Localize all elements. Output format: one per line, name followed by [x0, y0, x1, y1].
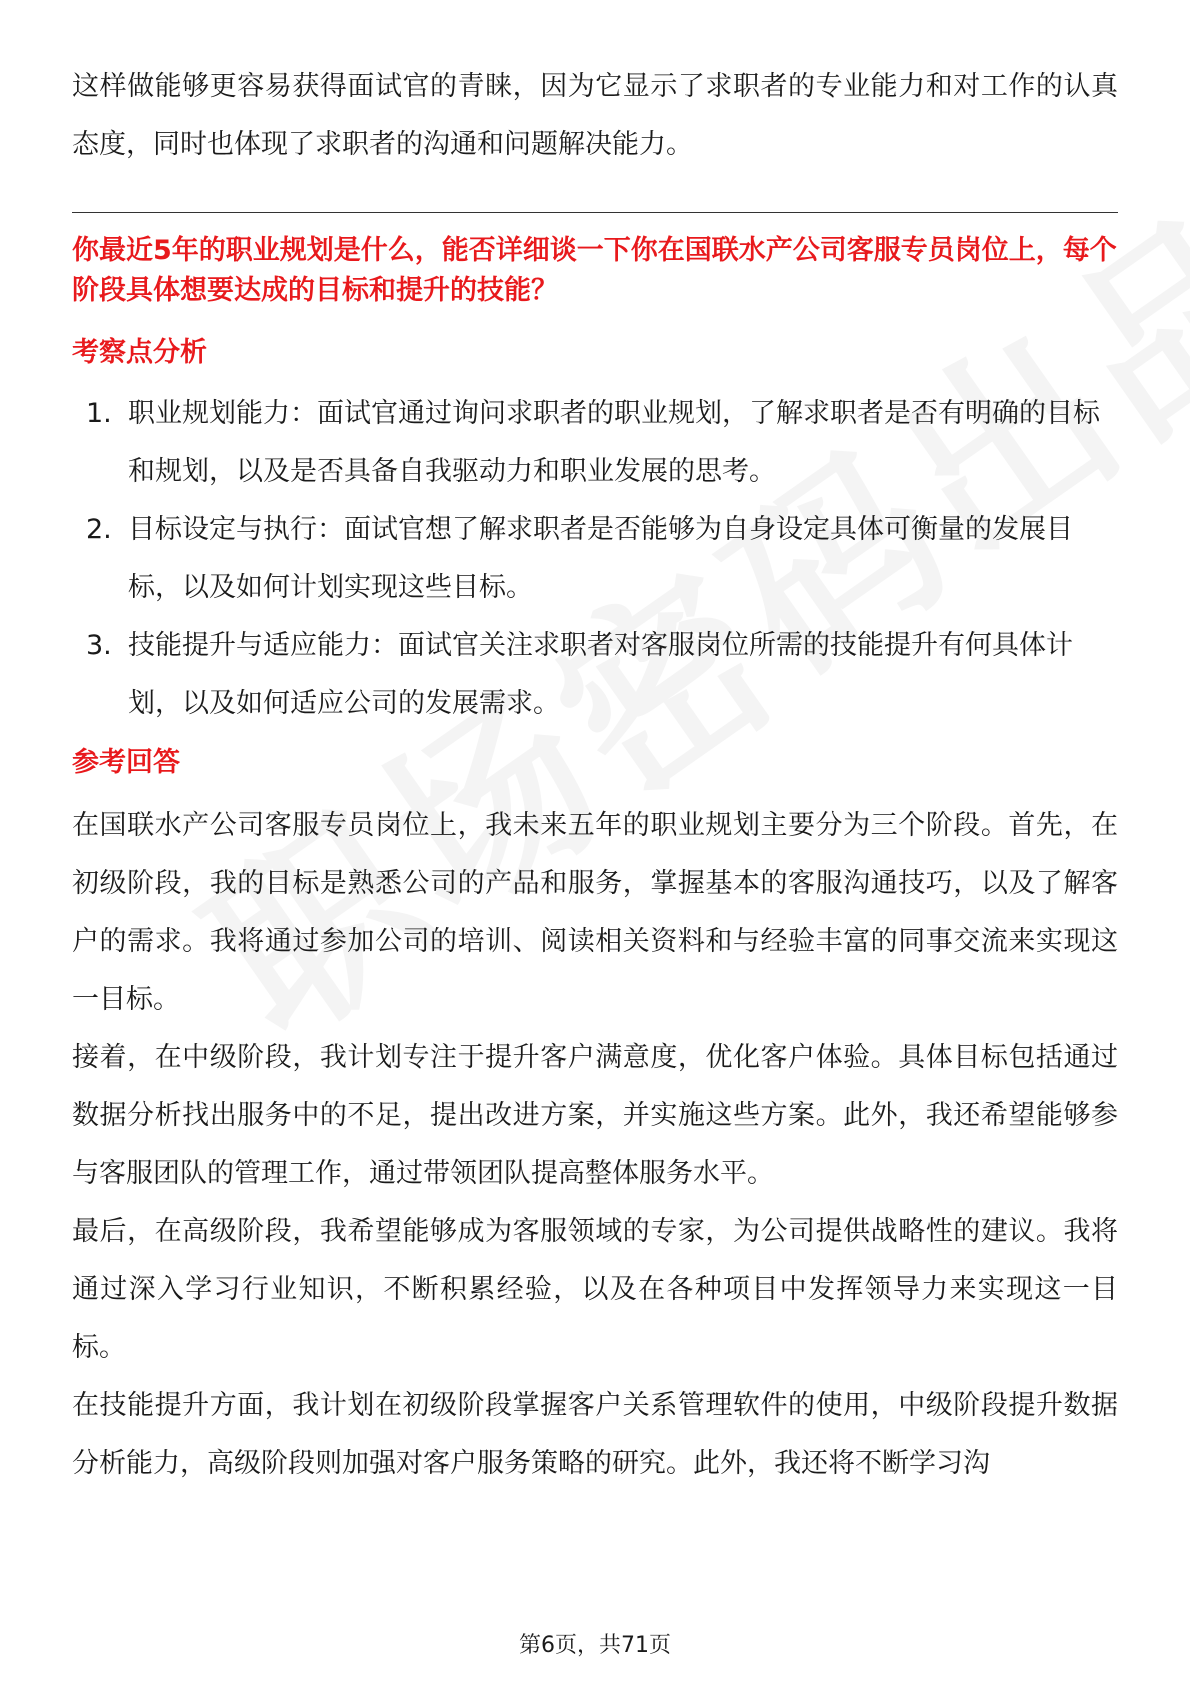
analysis-point	[72, 501, 1118, 617]
analysis-point-text: 职业规划能力：面试官通过询问求职者的职业规划，了解求职者是否有明确的目标和规划，以及是否具备自我驱动力和职业发展的思考。	[128, 398, 1100, 487]
analysis-point	[72, 617, 1118, 733]
answer-paragraph: 最后，在高级阶段，我希望能够成为客服领域的专家，为公司提供战略性的建议。我将通过深入学习行业知识，不断积累经验，以及在各种项目中发挥领导力来实现这一目标。	[72, 1216, 1118, 1363]
analysis-list	[72, 385, 1118, 733]
answer-heading: 参考回答	[72, 747, 180, 778]
analysis-point	[72, 385, 1118, 501]
interview-question: 你最近5年的职业规划是什么，能否详细谈一下你在国联水产公司客服专员岗位上，每个阶段具体想要达成的目标和提升的技能？	[72, 235, 1117, 306]
answer-paragraph: 接着，在中级阶段，我计划专注于提升客户满意度，优化客户体验。具体目标包括通过数据分析找出服务中的不足，提出改进方案，并实施这些方案。此外，我还希望能够参与客服团队的管理工作，通过带领团队提高整体服务水平。	[72, 1042, 1118, 1189]
analysis-point-number: 2.	[86, 514, 112, 545]
analysis-heading: 考察点分析	[72, 337, 207, 368]
answer-paragraph: 在技能提升方面，我计划在初级阶段掌握客户关系管理软件的使用，中级阶段提升数据分析能力，高级阶段则加强对客户服务策略的研究。此外，我还将不断学习沟	[72, 1390, 1118, 1479]
analysis-point-number: 1.	[86, 398, 112, 429]
intro-paragraph: 这样做能够更容易获得面试官的青睐，因为它显示了求职者的专业能力和对工作的认真态度，同时也体现了求职者的沟通和问题解决能力。	[72, 71, 1118, 160]
page-content	[72, 58, 1118, 1493]
analysis-point-text: 技能提升与适应能力：面试官关注求职者对客服岗位所需的技能提升有何具体计划，以及如何适应公司的发展需求。	[128, 630, 1073, 719]
analysis-point-number: 3.	[86, 630, 112, 661]
analysis-point-text: 目标设定与执行：面试官想了解求职者是否能够为自身设定具体可衡量的发展目标，以及如何计划实现这些目标。	[128, 514, 1073, 603]
section-divider	[72, 212, 1118, 213]
answer-paragraph: 在国联水产公司客服专员岗位上，我未来五年的职业规划主要分为三个阶段。首先，在初级阶段，我的目标是熟悉公司的产品和服务，掌握基本的客服沟通技巧，以及了解客户的需求。我将通过参加公司的培训、阅读相关资料和与经验丰富的同事交流来实现这一目标。	[72, 810, 1118, 1015]
page-footer: 第6页，共71页	[519, 1633, 671, 1658]
